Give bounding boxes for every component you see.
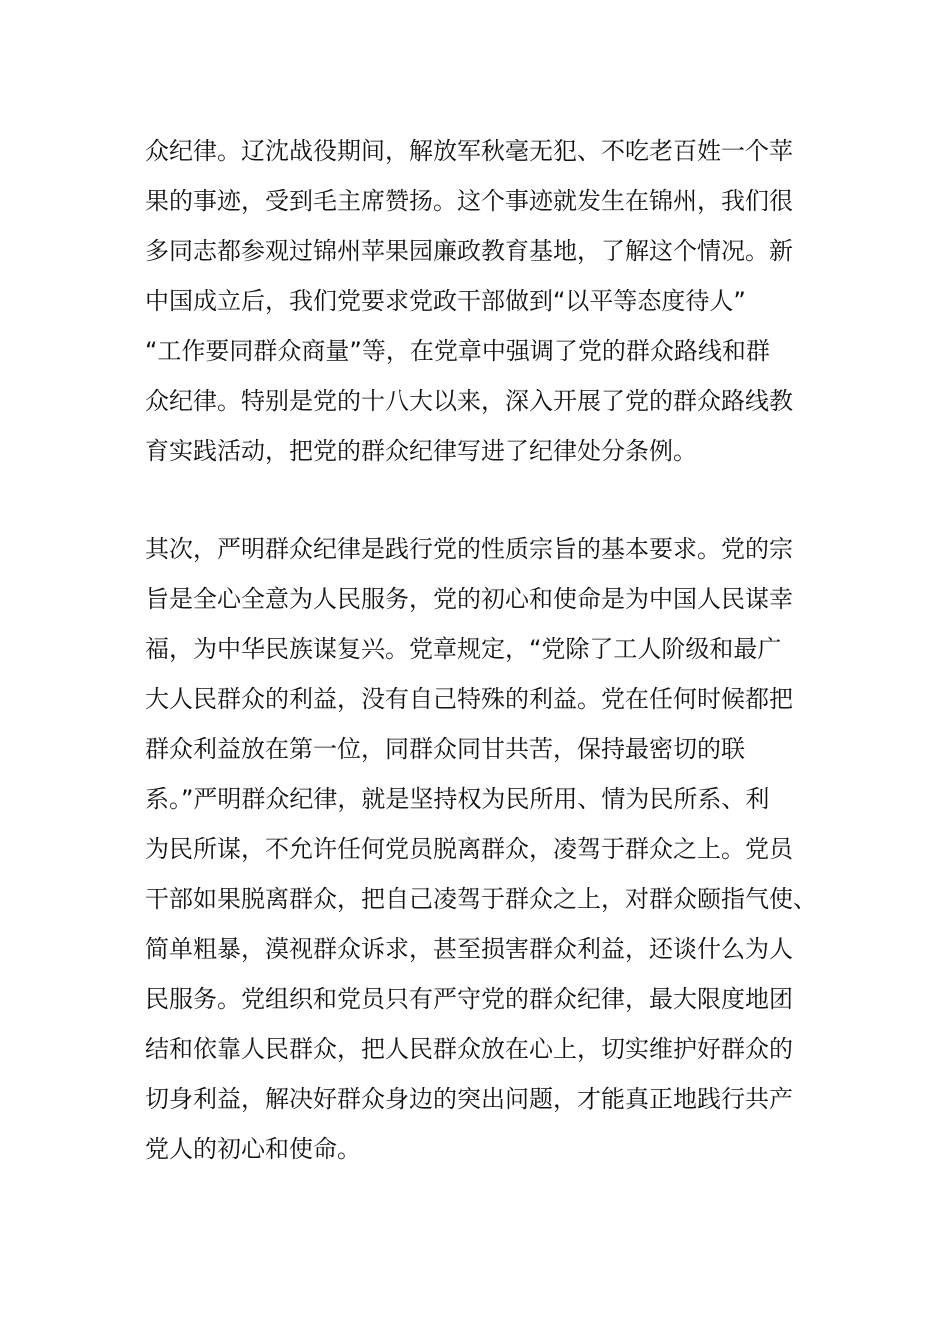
text-line: 干部如果脱离群众，把自己凌驾于群众之上，对群众颐指气使、 <box>145 885 817 913</box>
paragraph-2 <box>145 524 817 1174</box>
text-line: 旨是全心全意为人民服务，党的初心和使命是为中国人民谋幸 <box>145 585 793 613</box>
paragraph-1 <box>145 126 817 476</box>
text-line: 果的事迹，受到毛主席赞扬。这个事迹就发生在锦州，我们很 <box>145 187 793 215</box>
text-line: 众纪律。辽沈战役期间，解放军秋毫无犯、不吃老百姓一个苹 <box>145 137 793 165</box>
text-line: 其次，严明群众纪律是践行党的性质宗旨的基本要求。党的宗 <box>145 535 793 563</box>
text-line: 党人的初心和使命。 <box>145 1135 361 1163</box>
text-line: 系。”严明群众纪律，就是坚持权为民所用、情为民所系、利 <box>145 785 770 813</box>
text-line: 民服务。党组织和党员只有严守党的群众纪律，最大限度地团 <box>145 985 793 1013</box>
text-line: 福，为中华民族谋复兴。党章规定，“党除了工人阶级和最广 <box>145 635 782 663</box>
text-line: 大人民群众的利益，没有自己特殊的利益。党在任何时候都把 <box>145 685 793 713</box>
text-line: 结和依靠人民群众，把人民群众放在心上，切实维护好群众的 <box>145 1035 793 1063</box>
text-line: “工作要同群众商量”等，在党章中强调了党的群众路线和群 <box>145 337 770 365</box>
text-line: 中国成立后，我们党要求党政干部做到“以平等态度待人” <box>145 287 746 315</box>
text-line: 众纪律。特别是党的十八大以来，深入开展了党的群众路线教 <box>145 387 793 415</box>
text-line: 育实践活动，把党的群众纪律写进了纪律处分条例。 <box>145 437 697 465</box>
text-line: 群众利益放在第一位，同群众同甘共苦，保持最密切的联 <box>145 735 745 763</box>
text-line: 为民所谋，不允许任何党员脱离群众，凌驾于群众之上。党员 <box>145 835 793 863</box>
text-line: 简单粗暴，漠视群众诉求，甚至损害群众利益，还谈什么为人 <box>145 935 793 963</box>
text-line: 多同志都参观过锦州苹果园廉政教育基地，了解这个情况。新 <box>145 237 793 265</box>
text-line: 切身利益，解决好群众身边的突出问题，才能真正地践行共产 <box>145 1085 793 1113</box>
